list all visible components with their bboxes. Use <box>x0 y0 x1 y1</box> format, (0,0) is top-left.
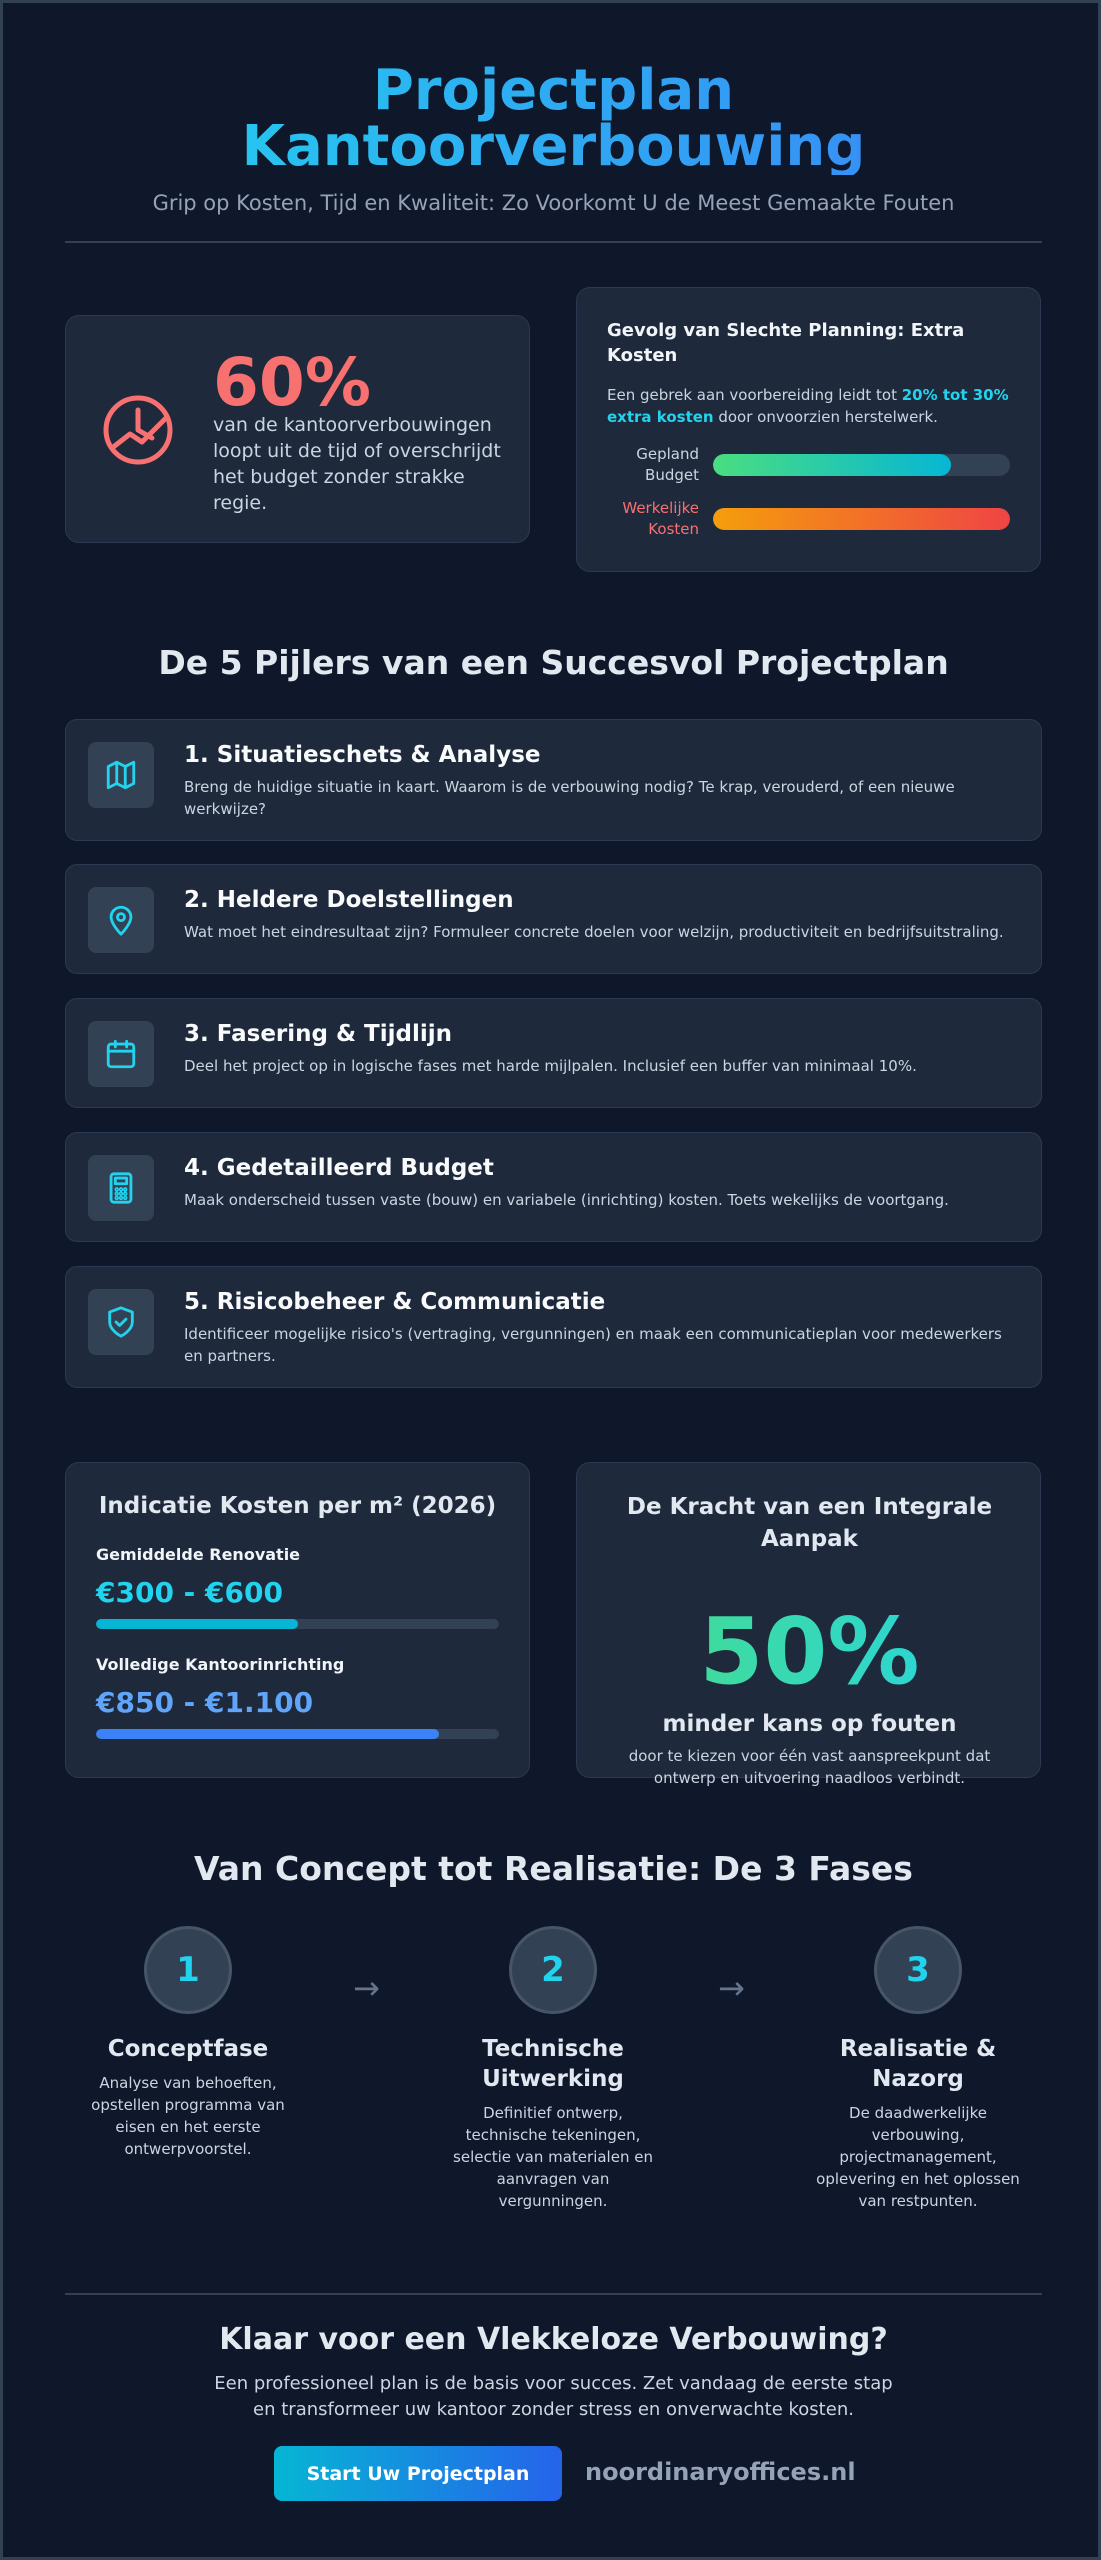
pillar-desc: Maak onderscheid tussen vaste (bouw) en variabele (inrichting) kosten. Toets wekelijks de voortgang. <box>184 1191 949 1209</box>
title-line-2: Kantoorverbouwing <box>241 114 866 179</box>
integral-approach-card <box>576 1462 1041 1787</box>
cost-indication-title: Indicatie Kosten per m² (2026) <box>98 1493 497 1519</box>
map-pin-icon <box>104 903 138 937</box>
stat-card <box>65 315 530 543</box>
arrow-right-icon: → <box>718 1969 745 2007</box>
renovation-value: €300 - €600 <box>96 1576 283 1609</box>
calculator-icon <box>104 1171 138 1205</box>
map-icon <box>104 758 138 792</box>
divider <box>65 2293 1042 2295</box>
phase-number: 2 <box>509 1926 597 2014</box>
cost-text-after: door onvoorzien herstelwerk. <box>713 408 938 426</box>
start-projectplan-button[interactable]: Start Uw Projectplan <box>274 2446 562 2501</box>
divider <box>65 241 1042 243</box>
phase-title: Conceptfase <box>107 2036 269 2062</box>
pillar-title: 2. Heldere Doelstellingen <box>184 887 514 913</box>
pillar-title: 4. Gedetailleerd Budget <box>184 1155 494 1181</box>
phase-step <box>803 1926 1033 2212</box>
actual-cost-row <box>607 498 1010 540</box>
renovation-track <box>96 1619 499 1629</box>
phase-step <box>438 1926 668 2212</box>
planned-budget-fill <box>713 454 951 476</box>
page-title <box>65 58 1042 179</box>
pillar-icon-box <box>88 1155 154 1221</box>
cost-card <box>576 287 1041 572</box>
pillar-desc: Deel het project op in logische fases met harde mijlpalen. Inclusief een buffer van minimaal 10%. <box>184 1057 917 1075</box>
pillar-card <box>65 719 1042 841</box>
title-line-1: Projectplan <box>372 58 735 123</box>
phase-step <box>73 1926 303 2160</box>
pillar-title: 5. Risicobeheer & Communicatie <box>184 1289 606 1315</box>
planned-budget-row <box>607 444 1010 486</box>
renovation-fill <box>96 1619 298 1629</box>
pillar-desc: Breng de huidige situatie in kaart. Waarom is de verbouwing nodig? Te krap, verouderd, of een nieuwe werkwijze? <box>184 778 955 818</box>
pillar-card <box>65 1132 1042 1242</box>
pillar-title: 1. Situatieschets & Analyse <box>184 742 541 768</box>
integral-subtitle: minder kans op fouten <box>662 1711 957 1737</box>
page-header <box>65 58 1042 215</box>
actual-cost-track <box>713 508 1010 530</box>
actual-cost-label: Werkelijke Kosten <box>622 499 699 538</box>
cost-indication-card <box>65 1462 530 1778</box>
cost-text-highlight: 20% tot 30% extra kosten <box>607 386 1009 426</box>
cost-card-title: Gevolg van Slechte Planning: Extra Kosten <box>607 320 965 366</box>
pillar-icon-box <box>88 1021 154 1087</box>
renovation-label: Gemiddelde Renovatie <box>96 1545 301 1564</box>
shield-check-icon <box>104 1305 138 1339</box>
cta-title: Klaar voor een Vlekkeloze Verbouwing? <box>219 2322 888 2357</box>
phase-desc: De daadwerkelijke verbouwing, projectmanagement, oplevering en het oplossen van restpunten. <box>816 2104 1020 2210</box>
actual-cost-fill <box>713 508 1010 530</box>
phase-number: 1 <box>144 1926 232 2014</box>
phase-desc: Definitief ontwerp, technische tekeningen, selectie van materialen en aanvragen van vergunningen. <box>453 2104 653 2210</box>
planned-budget-track <box>713 454 1010 476</box>
phase-number: 3 <box>874 1926 962 2014</box>
furnishing-fill <box>96 1729 439 1739</box>
pillar-desc: Identificeer mogelijke risico's (vertraging, vergunningen) en maak een communicatieplan voor medewerkers en partners. <box>184 1325 1002 1365</box>
clock-alert-icon <box>102 394 174 466</box>
phase-desc: Analyse van behoeften, opstellen programma van eisen en het eerste ontwerpvoorstel. <box>91 2074 285 2158</box>
pillar-title: 3. Fasering & Tijdlijn <box>184 1021 453 1047</box>
integral-title: De Kracht van een Integrale Aanpak <box>626 1494 993 1552</box>
calendar-icon <box>104 1037 138 1071</box>
integral-value: 50% <box>577 1606 1042 1698</box>
pillar-desc: Wat moet het eindresultaat zijn? Formuleer concrete doelen voor welzijn, productiviteit en bedrijfsuitstraling. <box>184 923 1004 941</box>
pillars-title: De 5 Pijlers van een Succesvol Projectplan <box>158 643 949 682</box>
cost-text-before: Een gebrek aan voorbereiding leidt tot <box>607 386 902 404</box>
stat-text: van de kantoorverbouwingen loopt uit de tijd of overschrijdt het budget zonder strakke regie. <box>213 414 501 514</box>
pillar-card <box>65 864 1042 974</box>
stat-value: 60% <box>213 344 371 421</box>
pillar-card <box>65 1266 1042 1388</box>
integral-desc: door te kiezen voor één vast aanspreekpunt dat ontwerp en uitvoering naadloos verbindt. <box>628 1747 991 1787</box>
furnishing-label: Volledige Kantoorinrichting <box>96 1655 345 1674</box>
furnishing-track <box>96 1729 499 1739</box>
cta-text: Een professioneel plan is de basis voor succes. Zet vandaag de eerste stap en transformeer uw kantoor zonder stress en onverwachte kosten. <box>214 2373 893 2420</box>
pillar-card <box>65 998 1042 1108</box>
pillar-icon-box <box>88 887 154 953</box>
page-subtitle: Grip op Kosten, Tijd en Kwaliteit: Zo Voorkomt U de Meest Gemaakte Fouten <box>152 191 955 215</box>
phase-title: Realisatie & Nazorg <box>839 2036 997 2092</box>
phases-title: Van Concept tot Realisatie: De 3 Fases <box>194 1849 913 1888</box>
pillar-icon-box <box>88 742 154 808</box>
arrow-right-icon: → <box>353 1969 380 2007</box>
cost-card-text <box>607 384 1010 428</box>
phase-title: Technische Uitwerking <box>482 2036 624 2092</box>
pillar-icon-box <box>88 1289 154 1355</box>
website-link[interactable]: noordinaryoffices.nl <box>585 2458 856 2486</box>
furnishing-value: €850 - €1.100 <box>96 1686 314 1719</box>
planned-budget-label: Gepland Budget <box>636 445 699 484</box>
